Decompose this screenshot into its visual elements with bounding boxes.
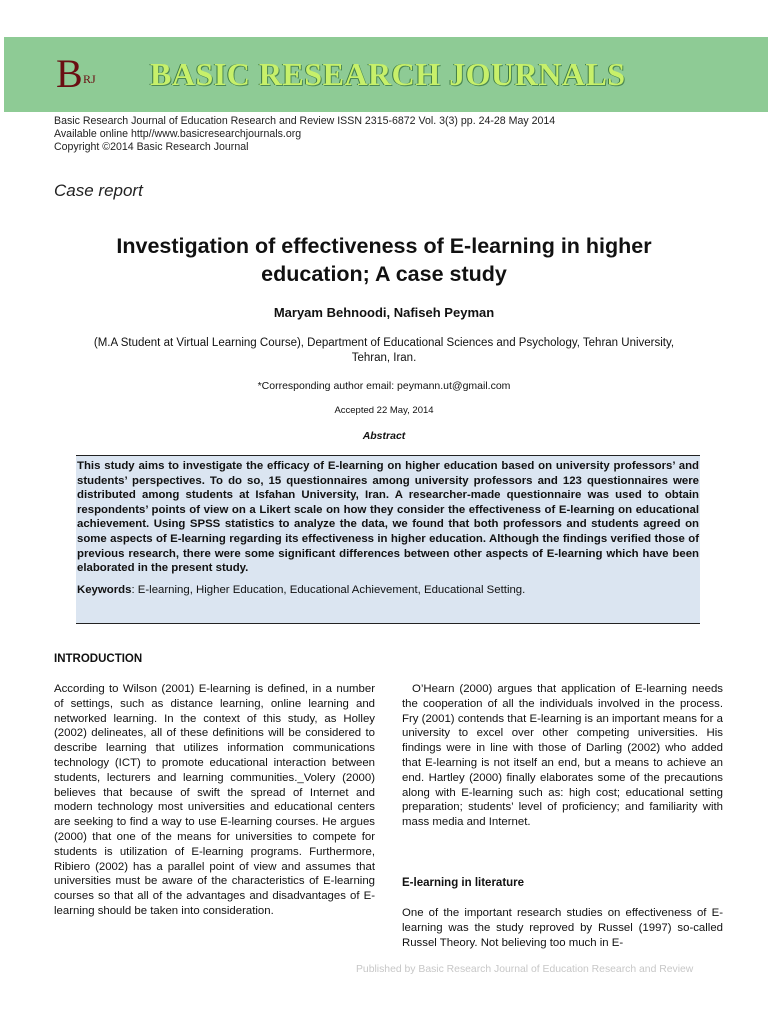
right-column-paragraph: O’Hearn (2000) argues that application of E-learning needs the cooperation of all the individuals involved in the process. Fry (2001) contends that E-learning is an important means for a university to excel over other competing universities. His findings were in line with those of Darling (2002) who added that E-learning is not itself an end, but a means to achieve an end. Hartley (2000) finally elaborates some of the precautions along with E-learning such as: high cost; educational setting preparation; students’ level of proficiency; and familiarity with mass media and Internet. — [402, 683, 723, 829]
intro-paragraph: According to Wilson (2001) E-learning is defined, in a number of settings, such as distance learning, online learning and networked learning. In the context of this study, as Holley (2002) delineates, all of these definitions will be considered to describe learning that utilizes information communications technology (ICT) to promote educational interaction between students, lecturers and learning communities._Volery (2000) believes that because of swift the spread of Internet and modern technology most universities and educational centers are seeking to find a way to use E-learning courses. He argues (2000) that one of the means for universities to compete for students is utilization of E-learning programs. Furthermore, Ribiero (2002) has a parallel point of view and assumes that universities must be aware of the characteristics of E-learning courses so that all of the advantages and disadvantages of E-learning should be taken into consideration. — [54, 683, 375, 917]
citation-line: Basic Research Journal of Education Research and Review ISSN 2315-6872 Vol. 3(3) pp. 24-28 May 2014 — [54, 115, 556, 127]
accepted-date: Accepted 22 May, 2014 — [334, 405, 434, 416]
abstract-text: This study aims to investigate the efficacy of E-learning on higher education based on university professors’ and students’ perspectives. To do so, 15 questionnaires among university professors and 123 questionnaires were distributed among students at Isfahan University, Iran. A researcher-made questionnaire was used to obtain respondents’ points of view on a Likert scale on how they consider the effectiveness of E-learning on educational achievement. Using SPSS statistics to analyze the data, we found that both professors and students agreed on some aspects of E-learning regarding its effectiveness in higher education. Although the findings verified those of previous research, there were some significant differences between other aspects of E-learning which have been elaborated in the present study. — [77, 460, 699, 575]
title-line-2: education; A case study — [261, 262, 507, 286]
citation-meta — [54, 115, 555, 154]
journal-logo — [56, 50, 116, 98]
copyright-line: Copyright ©2014 Basic Research Journal — [54, 141, 249, 153]
abstract-box — [76, 455, 700, 624]
logo-letter: B — [56, 51, 83, 96]
corresponding-email: *Corresponding author email: peymann.ut@gmail.com — [257, 380, 511, 392]
introduction-heading: INTRODUCTION — [54, 653, 143, 665]
paper-title — [54, 232, 714, 288]
affiliation-line-2: Tehran, Iran. — [351, 352, 417, 364]
keywords-label: Keywords — [77, 583, 132, 596]
keywords — [77, 584, 699, 596]
available-online-line: Available online http//www.basicresearchjournals.org — [54, 128, 302, 140]
publisher-footer: Published by Basic Research Journal of Education Research and Review — [356, 964, 694, 975]
literature-heading: E-learning in literature — [402, 877, 525, 889]
logo-subscript: RJ — [83, 72, 96, 86]
keywords-list: : E-learning, Higher Education, Educational Achievement, Educational Setting. — [131, 583, 526, 596]
literature-paragraph: One of the important research studies on effectiveness of E-learning was the study reproved by Russel (1997) so-called Russel Theory. Not believing too much in E- — [402, 907, 723, 949]
affiliation — [54, 336, 714, 366]
abstract-heading: Abstract — [362, 430, 406, 442]
article-type: Case report — [54, 181, 143, 200]
left-column — [54, 682, 375, 919]
affiliation-line-1: (M.A Student at Virtual Learning Course), Department of Educational Sciences and Psychology, Tehran University, — [93, 337, 675, 349]
journal-name: BASIC RESEARCH JOURNALS — [150, 56, 626, 92]
authors: Maryam Behnoodi, Nafiseh Peyman — [273, 305, 495, 320]
title-line-1: Investigation of effectiveness of E-learning in higher — [116, 234, 652, 258]
